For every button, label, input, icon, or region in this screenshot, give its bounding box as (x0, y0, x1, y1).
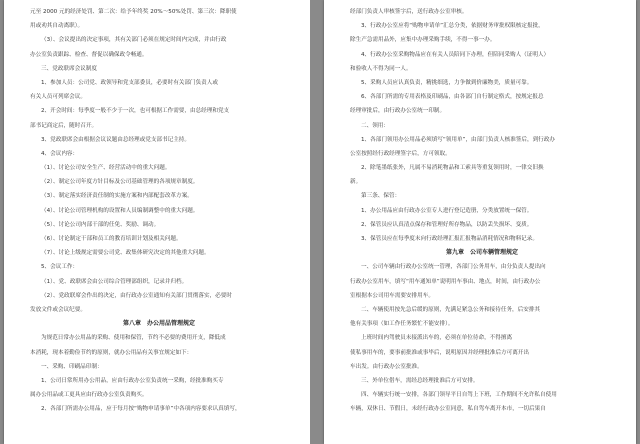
text-line: 三、党政联席会议制度 (41, 65, 97, 72)
text-line: 为规范日常办公用品的采购、使用和保管，节约不必要的费用开支，降低成 (41, 335, 226, 342)
text-line: 2、保管员应认真清点保存和管理好所存物品，以防丢失损坏、变质。 (361, 221, 533, 228)
text-line: 4、会议内容： (41, 150, 79, 157)
text-line: 上班时间内驾驶员未接派出车的，必须在单位待命，不得擅离 (361, 335, 513, 342)
text-line: 四、车辆实行统一安排，各部门领导平日自驾上下班，工作期间不允许私自使用 (361, 392, 557, 399)
text-line: 2、开会时间：每季度一般不少于一次，也可根据工作需要，由总经理和党支 (41, 108, 230, 115)
text-line: 1、办公用品应由行政办公室专人进行登记造册，分类放置统一保管。 (361, 207, 533, 214)
text-line: 2、各部门所需办公用品，应于每月按“购物申请事单”中各项内容要求认真填写， (41, 406, 241, 413)
text-line: （2）、制定公司年度方针目标及公司基础管理的各项规章制度。 (41, 179, 199, 186)
text-line: 他有关事项（如工作任务繁忙不能安排）。 (350, 321, 454, 328)
text-line: 办公室负责跟踪、检查、督促以确保政令畅通。 (30, 51, 148, 58)
text-line: 属办公用品或工更具应由行政办公室负责购买。 (30, 392, 148, 399)
page-text-right (350, 5, 614, 416)
page-text-left (30, 5, 288, 416)
text-line: 室根据本公司用车需要安排用车。 (350, 292, 434, 299)
chapter-heading: 第八章 办公用品管理规定 (122, 320, 195, 328)
text-line: 本消耗，现本着勤俭节约的原则，就办公用品有关事宜规定如下： (30, 349, 193, 356)
text-line: 使私事用车的，要事前批准或事毕后，说明原因并经理批准后方可离开出 (350, 349, 530, 356)
text-line: 第三条、保管： (361, 193, 401, 200)
text-line: 经理审批后，由行政办公室统一印制。 (350, 108, 446, 115)
text-line: 3、党政联席会由根据会议议题由总经理或党支部书记主持。 (41, 136, 190, 143)
text-line: 元至 2000 元的经济处罚、第二次：给予年终奖 20%～50%处罚、第三次：降职使 (30, 9, 237, 15)
text-line: 3、保管员应在每季度末向行政经理汇报汇报物品消耗情况和物料记录。 (361, 236, 538, 242)
text-line: 有关人员可列席会议。 (30, 94, 86, 101)
text-line: （2）、党政联席会作出的决定，由行政办公室通知有关部门贯彻落实，必要时 (41, 292, 232, 299)
text-line: 5、会议工作： (41, 264, 79, 271)
text-line: 行政办公室用车，填写“用车通知单”说明用车事由、地点，时间，由行政办公 (350, 278, 541, 285)
text-line: 车辆，双休日、节假日，未经行政办公室同意，私自驾车离开本市，一切后果自 (350, 406, 546, 413)
text-line: 一、采购、印刷品印制： (41, 363, 103, 370)
text-line: （4）、讨论公司管理机构的设置和人员编制调整中的重大问题。 (41, 207, 199, 214)
text-line: 一、公司车辆由行政办公室统一管理，各部门公务用车，由分负责人提出向 (361, 264, 546, 271)
text-line: 二、车辆使用按先急后缓的原则，先满足紧急公务和接待任务，后安排其 (361, 306, 541, 313)
document-page-left (4, 0, 310, 444)
text-line: （1）、讨论公司安全生产、经营活动中的重大问题。 (41, 165, 171, 172)
document-page-right (324, 0, 636, 444)
text-line: 用或劝其自动离职）。 (30, 23, 84, 30)
text-line: 4、行政办公室采购物品应在有关人员陪同下办理，但陪同采购人（证明人） (361, 51, 550, 58)
text-line: 二、领用： (361, 122, 389, 129)
text-line: 车出发。由行政办公室批准。 (350, 363, 423, 370)
text-line: （1）、党、政联席会由公司综合管理部组织，记录并归档。 (41, 278, 188, 285)
text-line: 发放文件或会议纪要。 (30, 306, 86, 313)
text-line: 5、采购人员应认真负责，精挑细选，力争做到价廉物美，质量可靠。 (361, 79, 533, 86)
text-line: 1、参加人员：公司党、政领导和党支部委员，必要时有关部门负责人或 (41, 79, 218, 86)
text-line: 和验收人不得为同一人。 (350, 65, 412, 72)
text-line: 1、各部门领用办公用品必须填写“领用单”，由部门负责人核准签后，到行政办 (361, 136, 555, 143)
text-line: 2、除笔墨纸张外，凡属不易消耗物品和工索具等重复领用时，一律交旧换 (361, 165, 544, 172)
text-line: （7）、讨论上级规定需要公司党、政集体研究决定的其他重大问题。 (41, 250, 210, 257)
text-line: 经部门负责人审核签字后，送行政办公室审核。 (350, 9, 468, 15)
text-line: 1、公司日常所用办公用品，应由行政办公室负责统一采购，经批准购买专 (41, 377, 224, 384)
text-line: 6、各部门所需的专用表格及印刷品，由各部门自行制定格式，按规定报总 (361, 94, 544, 101)
text-line: 部书记商定后，随时召开。 (30, 122, 98, 129)
text-line: 新。 (350, 179, 362, 186)
text-line: 除生产急需用品外，应集中办理采购手续，不得一事一办。 (350, 37, 496, 44)
page-gutter (310, 0, 324, 444)
text-line: （6）、讨论制定干部和员工的教育培训计划及相关问题。 (41, 236, 182, 242)
text-line: 3、行政办公室应将“购物申请单”汇总分类，依据财务审批权限核定报批， (361, 23, 544, 30)
chapter-heading: 第九章 公司车辆管理规定 (445, 249, 518, 257)
text-line: 三、外单位借车，需经总经理批准后方可安排。 (361, 377, 479, 384)
text-line: 公室按照经行政经理签字后，方可领取。 (350, 150, 451, 157)
text-line: （3）、会议提出的决定事项，其有关部门必须在规定时间内完成，并由行政 (41, 37, 227, 44)
text-line: （5）、讨论公司内部干部的任免、奖励、调动。 (41, 221, 160, 228)
text-line: （3）、制定落实经济责任制的实施方案和内部配套改革方案。 (41, 193, 193, 200)
